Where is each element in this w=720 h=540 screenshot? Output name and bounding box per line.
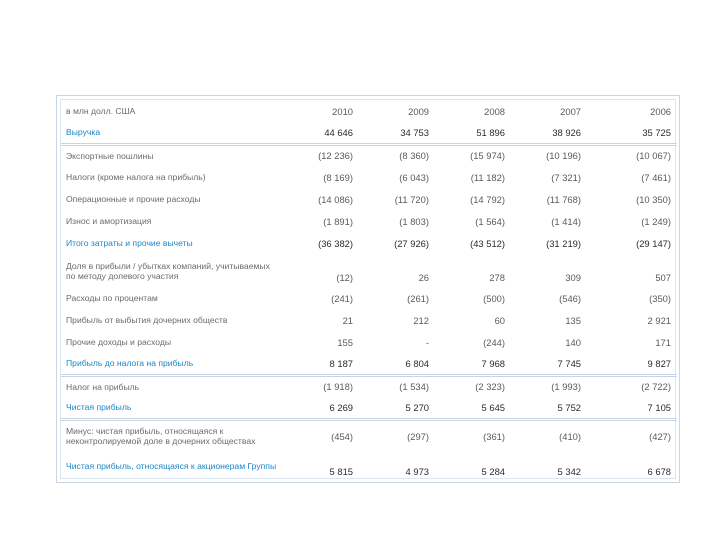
- row-value: (43 512): [470, 237, 505, 249]
- row-value: (297): [407, 430, 429, 442]
- table-row: [61, 188, 677, 210]
- row-value: (10 350): [636, 193, 671, 205]
- row-label: Расходы по процентам: [66, 293, 158, 303]
- row-label: Чистая прибыль, относящаяся к акционерам Группы: [66, 461, 277, 471]
- row-value: 8 187: [283, 353, 359, 375]
- row-value: 278: [489, 272, 505, 283]
- row-value: (36 382): [318, 237, 353, 249]
- row-value: 38 926: [511, 122, 587, 144]
- table-row: [61, 254, 677, 287]
- row-value: (8 360): [399, 150, 429, 162]
- year-header: 2006: [650, 105, 671, 117]
- row-value: (1 249): [641, 215, 671, 227]
- row-value: 155: [337, 336, 353, 348]
- row-value: (2 722): [641, 381, 671, 393]
- row-value: 60: [494, 314, 505, 326]
- row-value: (15 974): [470, 150, 505, 162]
- row-value: 6 269: [283, 397, 359, 419]
- row-value: 135: [565, 314, 581, 326]
- row-value: 7 745: [511, 353, 587, 375]
- row-value: 5 270: [359, 397, 435, 419]
- row-value: (1 891): [323, 215, 353, 227]
- row-value: (11 720): [394, 193, 429, 205]
- row-value: (27 926): [394, 237, 429, 249]
- row-value: 140: [565, 336, 581, 348]
- header-row: [61, 100, 677, 122]
- row-label: Минус: чистая прибыль, относящаяся к неконтролируемой доле в дочерних обществах: [66, 426, 256, 447]
- row-value: (454): [331, 430, 353, 442]
- financial-table: [61, 100, 677, 480]
- row-value: 44 646: [283, 122, 359, 144]
- table-row: [61, 375, 677, 397]
- row-value: (12): [336, 272, 353, 283]
- row-value: (261): [407, 292, 429, 304]
- row-value: (31 219): [546, 237, 581, 249]
- row-value: 5 284: [481, 466, 505, 477]
- row-value: 34 753: [359, 122, 435, 144]
- row-value: 309: [565, 272, 581, 283]
- table-row: [61, 353, 677, 375]
- row-value: (500): [483, 292, 505, 304]
- row-value: 21: [342, 314, 353, 326]
- row-value: 6 804: [359, 353, 435, 375]
- row-label: Прибыль до налога на прибыль: [61, 353, 283, 375]
- table-row: [61, 210, 677, 232]
- row-value: (10 196): [546, 150, 581, 162]
- row-value: (1 534): [399, 381, 429, 393]
- row-value: (11 182): [470, 171, 505, 183]
- table-row: [61, 287, 677, 309]
- row-label: Прочие доходы и расходы: [66, 337, 172, 347]
- row-value: (241): [331, 292, 353, 304]
- row-value: (427): [649, 430, 671, 442]
- row-label: Налог на прибыль: [66, 381, 140, 392]
- row-value: (14 086): [318, 193, 353, 205]
- row-value: (2 323): [475, 381, 505, 393]
- row-label: Налоги (кроме налога на прибыль): [66, 172, 206, 182]
- table-row: [61, 419, 677, 452]
- financial-table-inner: [60, 99, 676, 479]
- row-value: (10 067): [636, 150, 671, 162]
- table-row: [61, 309, 677, 331]
- row-value: (6 043): [399, 171, 429, 183]
- row-value: (1 564): [475, 215, 505, 227]
- table-row: [61, 331, 677, 353]
- row-value: 5 342: [557, 466, 581, 477]
- row-value: 51 896: [435, 122, 511, 144]
- year-header: 2007: [560, 105, 581, 117]
- row-value: (1 993): [551, 381, 581, 393]
- row-value: 6 678: [647, 466, 671, 477]
- row-label: Доля в прибыли / убытках компаний, учитываемых по методу долевого участия: [66, 260, 270, 281]
- row-value: 5 815: [329, 466, 353, 477]
- row-value: (12 236): [318, 150, 353, 162]
- row-value: (11 768): [546, 193, 581, 205]
- row-label: Экспортные пошлины: [66, 150, 154, 161]
- row-value: (8 169): [323, 171, 353, 183]
- year-header: 2010: [332, 105, 353, 117]
- row-value: 7 105: [587, 397, 677, 419]
- row-value: (546): [559, 292, 581, 304]
- table-row: [61, 452, 677, 480]
- row-value: 35 725: [587, 122, 677, 144]
- row-label: Чистая прибыль: [61, 397, 283, 419]
- row-value: (350): [649, 292, 671, 304]
- row-value: 4 973: [405, 466, 429, 477]
- row-value: 26: [418, 272, 429, 283]
- row-value: 7 968: [435, 353, 511, 375]
- table-row: [61, 166, 677, 188]
- row-value: (244): [483, 336, 505, 348]
- row-value: (410): [559, 430, 581, 442]
- row-value: 5 752: [511, 397, 587, 419]
- unit-label: в млн долл. США: [66, 106, 136, 116]
- row-label: Износ и амортизация: [66, 216, 152, 226]
- table-row: [61, 144, 677, 166]
- row-value: (361): [483, 430, 505, 442]
- row-value: (7 321): [551, 171, 581, 183]
- row-value: 171: [655, 336, 671, 348]
- row-value: -: [425, 336, 429, 348]
- row-value: 9 827: [587, 353, 677, 375]
- table-row: [61, 397, 677, 419]
- row-label: Прибыль от выбытия дочерних обществ: [66, 315, 228, 325]
- table-row: [61, 122, 677, 144]
- row-value: 2 921: [647, 314, 671, 326]
- row-value: (1 803): [399, 215, 429, 227]
- row-label: Итого затраты и прочие вычеты: [66, 238, 193, 248]
- row-value: (29 147): [636, 237, 671, 249]
- row-value: 212: [413, 314, 429, 326]
- year-header: 2008: [484, 105, 505, 117]
- year-header: 2009: [408, 105, 429, 117]
- row-value: (14 792): [470, 193, 505, 205]
- row-value: (1 414): [551, 215, 581, 227]
- row-value: 5 645: [435, 397, 511, 419]
- table-row: [61, 232, 677, 254]
- row-value: 507: [655, 272, 671, 283]
- row-value: (7 461): [641, 171, 671, 183]
- row-label: Операционные и прочие расходы: [66, 194, 201, 204]
- row-value: (1 918): [323, 381, 353, 393]
- financial-table-frame: [56, 95, 680, 483]
- row-label: Выручка: [61, 122, 283, 144]
